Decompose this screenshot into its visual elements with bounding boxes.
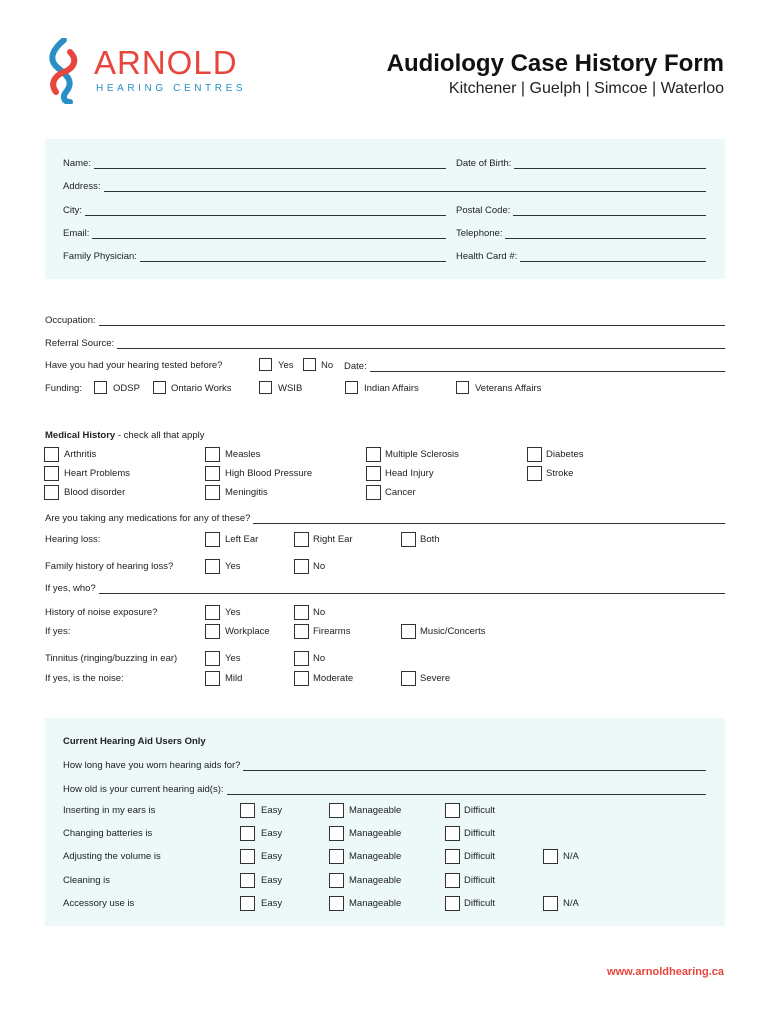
how-long-label: How long have you worn hearing aids for? (63, 760, 241, 771)
indian-affairs-checkbox[interactable] (345, 381, 358, 394)
diabetes-checkbox[interactable] (527, 447, 542, 462)
noise-yes-checkbox[interactable] (205, 605, 220, 620)
ha-easy-label: Easy (261, 875, 283, 886)
occupation-label: Occupation: (45, 315, 96, 326)
heart-label: Heart Problems (64, 468, 130, 479)
if-yes-label: If yes: (45, 626, 71, 637)
veterans-affairs-label: Veterans Affairs (475, 383, 542, 394)
hbp-checkbox[interactable] (205, 466, 220, 481)
medical-history-note: - check all that apply (115, 430, 205, 441)
both-ears-checkbox[interactable] (401, 532, 416, 547)
blood-checkbox[interactable] (44, 485, 59, 500)
ha-difficult-label: Difficult (464, 851, 495, 862)
meningitis-label: Meningitis (225, 487, 268, 498)
music-checkbox[interactable] (401, 624, 416, 639)
moderate-label: Moderate (313, 673, 354, 684)
odsp-checkbox[interactable] (94, 381, 107, 394)
tinnitus-no-checkbox[interactable] (294, 651, 309, 666)
tested-date-label: Date: (344, 361, 367, 372)
medications-line[interactable] (253, 514, 725, 524)
tinnitus-no-label: No (313, 653, 326, 664)
firearms-checkbox[interactable] (294, 624, 309, 639)
tinnitus-label: Tinnitus (ringing/buzzing in ear) (45, 653, 178, 664)
blood-label: Blood disorder (64, 487, 126, 498)
ha-row-label: Cleaning is (63, 875, 110, 886)
name-label: Name: (63, 158, 91, 169)
wsib-checkbox[interactable] (259, 381, 272, 394)
postal-line[interactable] (513, 206, 706, 216)
tested-yes-checkbox[interactable] (259, 358, 272, 371)
stroke-label: Stroke (546, 468, 574, 479)
dob-field[interactable] (456, 155, 706, 169)
city-label: City: (63, 205, 82, 216)
meningitis-checkbox[interactable] (205, 485, 220, 500)
telephone-label: Telephone: (456, 228, 503, 239)
ha-manageable-label: Manageable (349, 898, 402, 909)
ha-manageable-checkbox[interactable] (329, 849, 344, 864)
physician-label: Family Physician: (63, 251, 137, 262)
city-field[interactable] (63, 202, 446, 216)
ontario-works-checkbox[interactable] (153, 381, 166, 394)
ha-easy-label: Easy (261, 898, 283, 909)
telephone-line[interactable] (505, 229, 706, 239)
physician-line[interactable] (140, 252, 446, 262)
how-old-line[interactable] (227, 785, 706, 795)
severe-checkbox[interactable] (401, 671, 416, 686)
health-card-field[interactable] (456, 248, 706, 262)
email-field[interactable] (63, 225, 446, 239)
dob-label: Date of Birth: (456, 158, 512, 169)
stroke-checkbox[interactable] (527, 466, 542, 481)
veterans-affairs-checkbox[interactable] (456, 381, 469, 394)
firearms-label: Firearms (313, 626, 351, 637)
logo (44, 38, 274, 104)
ha-difficult-checkbox[interactable] (445, 803, 460, 818)
family-history-no-label: No (313, 561, 326, 572)
ha-row-label: Adjusting the volume is (63, 851, 161, 862)
ha-na-label: N/A (563, 851, 579, 862)
ha-manageable-label: Manageable (349, 851, 402, 862)
ha-easy-checkbox[interactable] (240, 896, 255, 911)
right-ear-label: Right Ear (313, 534, 353, 545)
measles-checkbox[interactable] (205, 447, 220, 462)
ha-na-label: N/A (563, 898, 579, 909)
workplace-label: Workplace (225, 626, 270, 637)
noise-history-label: History of noise exposure? (45, 607, 158, 618)
ha-easy-label: Easy (261, 805, 283, 816)
if-yes-who-line[interactable] (99, 584, 725, 594)
tested-date-line[interactable] (370, 362, 725, 372)
diabetes-label: Diabetes (546, 449, 584, 460)
tested-no-label: No (321, 360, 334, 371)
address-label: Address: (63, 181, 101, 192)
ha-na-checkbox[interactable] (543, 896, 558, 911)
how-old-label: How old is your current hearing aid(s): (63, 784, 224, 795)
logo-mark-icon (44, 38, 84, 104)
ha-easy-checkbox[interactable] (240, 873, 255, 888)
severe-label: Severe (420, 673, 451, 684)
medical-history-heading (45, 430, 204, 441)
odsp-label: ODSP (113, 383, 140, 394)
heart-checkbox[interactable] (44, 466, 59, 481)
hearing-loss-label: Hearing loss: (45, 534, 101, 545)
noise-no-checkbox[interactable] (294, 605, 309, 620)
if-yes-who-field[interactable] (45, 580, 725, 594)
ha-manageable-checkbox[interactable] (329, 873, 344, 888)
noise-no-label: No (313, 607, 326, 618)
mild-checkbox[interactable] (205, 671, 220, 686)
postal-field[interactable] (456, 202, 706, 216)
referral-line[interactable] (117, 339, 725, 349)
tinnitus-yes-label: Yes (225, 653, 241, 664)
form-cities: Kitchener | Guelph | Simcoe | Waterloo (448, 80, 724, 97)
noise-is-label: If yes, is the noise: (45, 673, 124, 684)
physician-field[interactable] (63, 248, 446, 262)
ha-difficult-label: Difficult (464, 875, 495, 886)
dob-line[interactable] (514, 159, 706, 169)
measles-label: Measles (225, 449, 261, 460)
medical-history-title: Medical History (45, 430, 116, 441)
telephone-field[interactable] (456, 225, 706, 239)
arthritis-checkbox[interactable] (44, 447, 59, 462)
tested-question: Have you had your hearing tested before? (45, 360, 223, 371)
family-history-label: Family history of hearing loss? (45, 561, 174, 572)
hbp-label: High Blood Pressure (225, 468, 313, 479)
indian-affairs-label: Indian Affairs (364, 383, 419, 394)
hearing-aid-panel (45, 718, 725, 926)
ha-difficult-label: Difficult (464, 828, 495, 839)
ha-row-label: Accessory use is (63, 898, 135, 909)
workplace-checkbox[interactable] (205, 624, 220, 639)
city-line[interactable] (85, 206, 446, 216)
brand-name: ARNOLD (94, 44, 238, 81)
form-title: Audiology Case History Form (386, 50, 724, 77)
tinnitus-yes-checkbox[interactable] (205, 651, 220, 666)
name-line[interactable] (94, 159, 446, 169)
tested-yes-label: Yes (278, 360, 294, 371)
ha-difficult-checkbox[interactable] (445, 873, 460, 888)
arthritis-label: Arthritis (64, 449, 97, 460)
ha-row-label: Inserting in my ears is (63, 805, 156, 816)
ha-easy-label: Easy (261, 851, 283, 862)
ha-easy-checkbox[interactable] (240, 849, 255, 864)
tested-date-field[interactable] (344, 358, 725, 372)
how-long-field[interactable] (63, 757, 706, 771)
cancer-label: Cancer (385, 487, 416, 498)
ontario-works-label: Ontario Works (171, 383, 232, 394)
ha-row-label: Changing batteries is (63, 828, 153, 839)
ms-checkbox[interactable] (366, 447, 381, 462)
right-ear-checkbox[interactable] (294, 532, 309, 547)
ha-manageable-checkbox[interactable] (329, 803, 344, 818)
name-field[interactable] (63, 155, 446, 169)
if-yes-who-label: If yes, who? (45, 583, 96, 594)
ha-difficult-label: Difficult (464, 805, 495, 816)
email-label: Email: (63, 228, 90, 239)
funding-label: Funding: (45, 383, 82, 394)
brand-tagline: HEARING CENTRES (96, 83, 247, 94)
left-ear-label: Left Ear (225, 534, 259, 545)
ha-manageable-label: Manageable (349, 828, 402, 839)
mild-label: Mild (225, 673, 243, 684)
moderate-checkbox[interactable] (294, 671, 309, 686)
ha-difficult-checkbox[interactable] (445, 849, 460, 864)
ha-manageable-checkbox[interactable] (329, 896, 344, 911)
occupation-line[interactable] (99, 316, 725, 326)
ha-manageable-label: Manageable (349, 805, 402, 816)
how-old-field[interactable] (63, 781, 706, 795)
health-card-label: Health Card #: (456, 251, 518, 262)
head-injury-checkbox[interactable] (366, 466, 381, 481)
how-long-line[interactable] (243, 761, 706, 771)
music-label: Music/Concerts (420, 626, 486, 637)
referral-field[interactable] (45, 335, 725, 349)
family-history-yes-label: Yes (225, 561, 241, 572)
ha-difficult-checkbox[interactable] (445, 826, 460, 841)
medications-field[interactable] (45, 510, 725, 524)
ha-manageable-checkbox[interactable] (329, 826, 344, 841)
hearing-aid-heading: Current Hearing Aid Users Only (63, 736, 206, 747)
address-field[interactable] (63, 178, 706, 192)
website-link[interactable]: www.arnoldhearing.ca (607, 966, 724, 978)
ha-easy-checkbox[interactable] (240, 826, 255, 841)
ha-difficult-label: Difficult (464, 898, 495, 909)
postal-label: Postal Code: (456, 205, 511, 216)
noise-yes-label: Yes (225, 607, 241, 618)
left-ear-checkbox[interactable] (205, 532, 220, 547)
occupation-field[interactable] (45, 312, 725, 326)
head-injury-label: Head Injury (385, 468, 434, 479)
medications-label: Are you taking any medications for any of these? (45, 513, 251, 524)
ha-easy-checkbox[interactable] (240, 803, 255, 818)
ha-na-checkbox[interactable] (543, 849, 558, 864)
ha-difficult-checkbox[interactable] (445, 896, 460, 911)
both-ears-label: Both (420, 534, 440, 545)
tested-no-checkbox[interactable] (303, 358, 316, 371)
ms-label: Multiple Sclerosis (385, 449, 459, 460)
cancer-checkbox[interactable] (366, 485, 381, 500)
wsib-label: WSIB (278, 383, 303, 394)
ha-manageable-label: Manageable (349, 875, 402, 886)
address-line[interactable] (104, 182, 707, 192)
family-history-yes-checkbox[interactable] (205, 559, 220, 574)
ha-easy-label: Easy (261, 828, 283, 839)
family-history-no-checkbox[interactable] (294, 559, 309, 574)
referral-label: Referral Source: (45, 338, 115, 349)
health-card-line[interactable] (520, 252, 706, 262)
email-line[interactable] (92, 229, 446, 239)
